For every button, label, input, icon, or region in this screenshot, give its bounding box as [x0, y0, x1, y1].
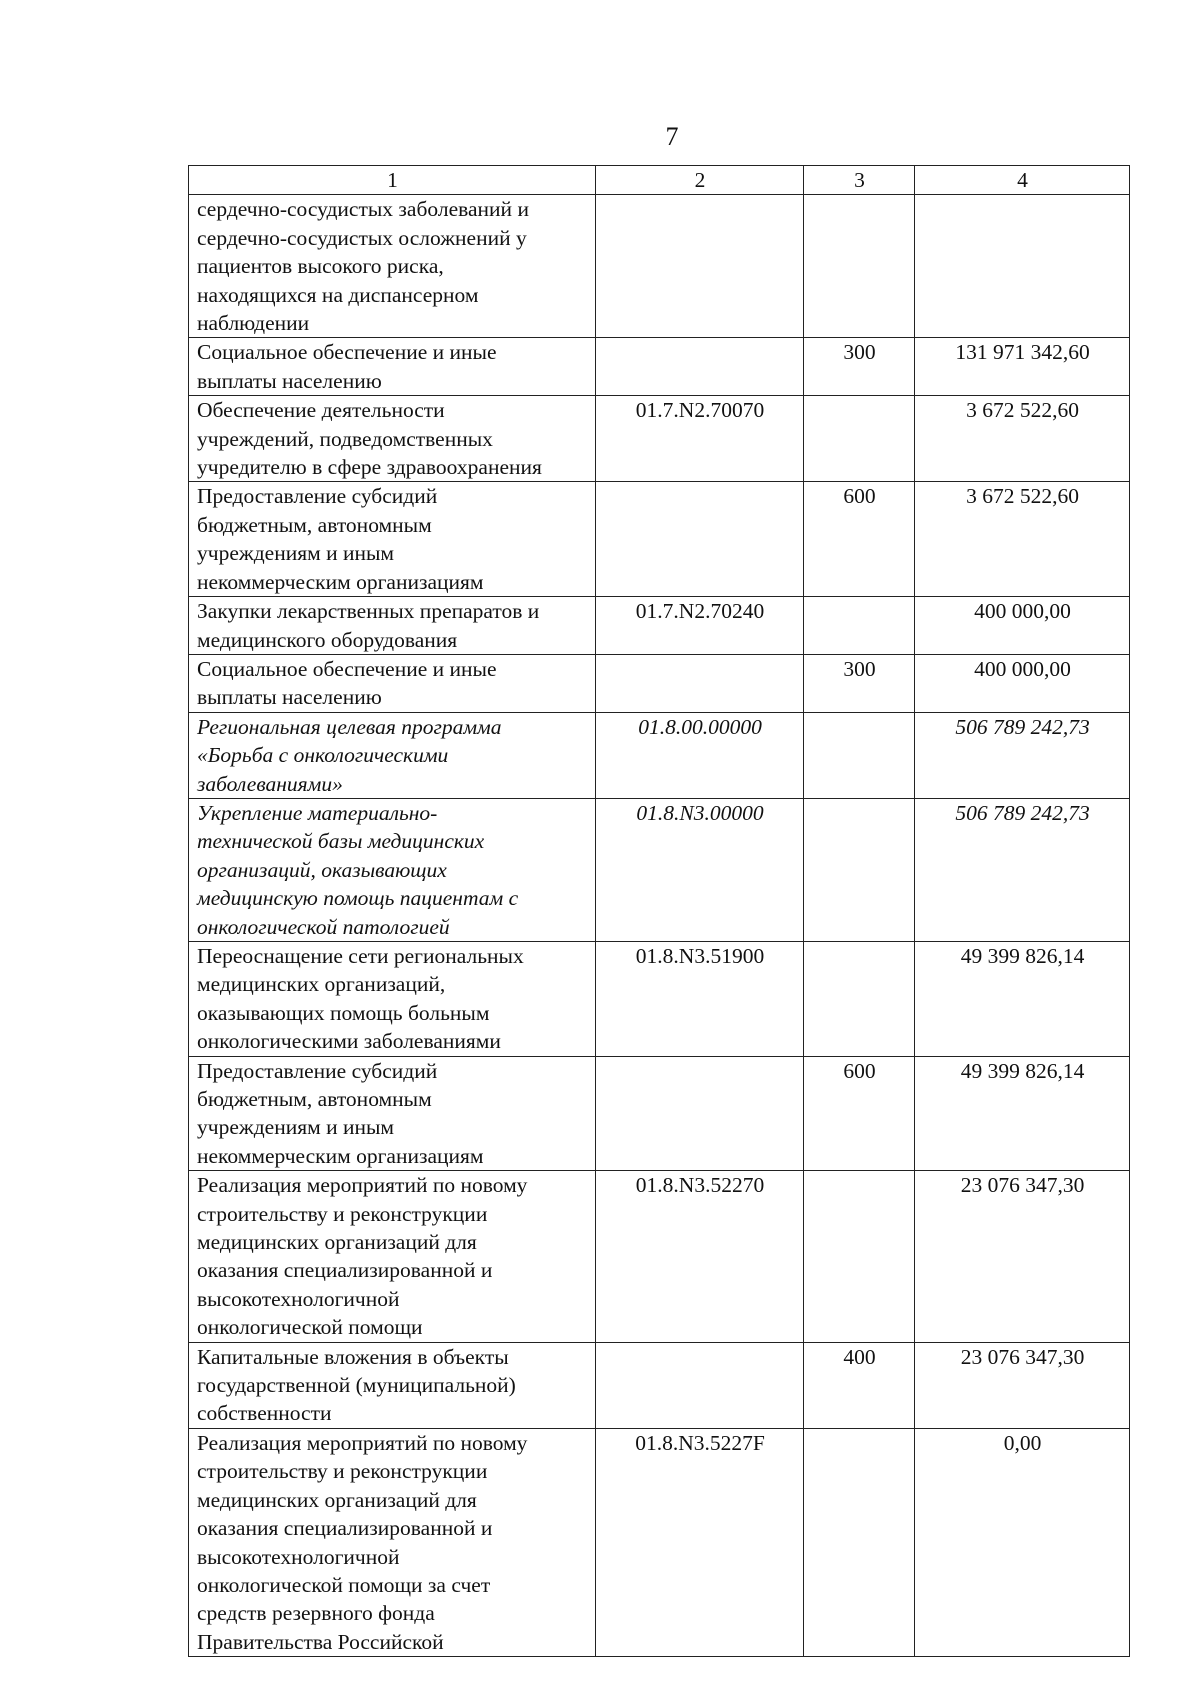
row-code-cell	[596, 338, 804, 396]
row-expense-type-cell	[804, 597, 915, 655]
table-row	[189, 338, 1130, 396]
row-name-line: онкологической патологией	[197, 914, 450, 939]
row-code-cell	[596, 654, 804, 712]
table-row	[189, 798, 1130, 941]
row-code-cell	[596, 1342, 804, 1428]
row-expense-type-cell	[804, 798, 915, 941]
row-code-cell: 01.7.N2.70070	[596, 396, 804, 482]
row-name-line: некоммерческим организациям	[197, 569, 484, 594]
row-code-cell: 01.8.00.00000	[596, 712, 804, 798]
row-name-line: онкологическими заболеваниями	[197, 1029, 501, 1054]
column-header-2: 2	[596, 166, 804, 195]
row-name-line: оказания специализированной и	[197, 1258, 493, 1283]
row-name-line: бюджетным, автономным	[197, 512, 432, 537]
row-name-line: Обеспечение деятельности	[197, 398, 445, 423]
row-amount-cell: 23 076 347,30	[915, 1342, 1130, 1428]
row-name-line: заболеваниями»	[197, 771, 343, 796]
row-amount-cell	[915, 195, 1130, 338]
row-name-line: строительству и реконструкции	[197, 1201, 488, 1226]
row-name-line: онкологической помощи за счет	[197, 1572, 491, 1597]
row-name-cell	[189, 1056, 596, 1171]
table-row	[189, 1342, 1130, 1428]
row-name-line: организаций, оказывающих	[197, 857, 447, 882]
row-amount-cell: 506 789 242,73	[915, 798, 1130, 941]
row-name-line: Социальное обеспечение и иные	[197, 340, 497, 365]
row-name-cell	[189, 941, 596, 1056]
row-amount-cell: 400 000,00	[915, 597, 1130, 655]
row-code-cell: 01.8.N3.00000	[596, 798, 804, 941]
row-name-line: строительству и реконструкции	[197, 1459, 488, 1484]
row-name-line: бюджетным, автономным	[197, 1087, 432, 1111]
row-amount-cell: 23 076 347,30	[915, 1171, 1130, 1342]
table-row	[189, 195, 1130, 338]
column-header-4: 4	[915, 166, 1130, 195]
row-name-line: государственной (муниципальной)	[197, 1373, 516, 1398]
row-name-line: Переоснащение сети региональных	[197, 943, 524, 968]
row-amount-cell: 131 971 342,60	[915, 338, 1130, 396]
table-row	[189, 654, 1130, 712]
row-name-line: технической базы медицинских	[197, 829, 485, 854]
table-header-row	[189, 166, 1130, 195]
row-name-line: медицинских организаций для	[197, 1230, 477, 1255]
row-amount-cell: 0,00	[915, 1428, 1130, 1656]
table-row	[189, 712, 1130, 798]
row-expense-type-cell: 600	[804, 1056, 915, 1171]
table-row	[189, 396, 1130, 482]
row-expense-type-cell: 600	[804, 482, 915, 597]
row-name-cell	[189, 1428, 596, 1656]
row-name-line: Социальное обеспечение и иные	[197, 656, 497, 681]
table-row	[189, 1171, 1130, 1342]
row-expense-type-cell	[804, 1171, 915, 1342]
row-name-line: собственности	[197, 1401, 332, 1426]
row-name-cell	[189, 1171, 596, 1342]
table-body	[189, 195, 1130, 1657]
row-name-line: некоммерческим организациям	[197, 1143, 484, 1168]
row-name-line: Укрепление материально-	[197, 800, 438, 825]
table-row	[189, 597, 1130, 655]
row-amount-cell: 506 789 242,73	[915, 712, 1130, 798]
row-code-cell	[596, 482, 804, 597]
row-amount-cell: 49 399 826,14	[915, 1056, 1130, 1171]
table-row	[189, 1428, 1130, 1656]
row-name-line: Реализация мероприятий по новому	[197, 1173, 528, 1198]
row-name-cell	[189, 798, 596, 941]
row-name-cell	[189, 338, 596, 396]
row-name-line: сердечно-сосудистых заболеваний и	[197, 197, 529, 222]
row-name-line: «Борьба с онкологическими	[197, 743, 449, 768]
row-expense-type-cell: 300	[804, 654, 915, 712]
row-name-line: медицинских организаций для	[197, 1487, 477, 1512]
row-code-cell: 01.8.N3.51900	[596, 941, 804, 1056]
row-name-cell	[189, 396, 596, 482]
row-name-line: оказания специализированной и	[197, 1516, 493, 1541]
row-amount-cell: 400 000,00	[915, 654, 1130, 712]
row-expense-type-cell: 400	[804, 1342, 915, 1428]
row-name-line: сердечно-сосудистых осложнений у	[197, 225, 527, 250]
row-name-line: учреждениям и иным	[197, 541, 395, 566]
row-name-line: Капитальные вложения в объекты	[197, 1344, 509, 1369]
row-name-line: находящихся на диспансерном	[197, 282, 479, 307]
row-name-line: наблюдении	[197, 311, 310, 336]
row-amount-cell: 49 399 826,14	[915, 941, 1130, 1056]
row-name-line: медицинского оборудования	[197, 627, 458, 652]
row-amount-cell: 3 672 522,60	[915, 482, 1130, 597]
row-code-cell: 01.8.N3.5227F	[596, 1428, 804, 1656]
row-expense-type-cell	[804, 941, 915, 1056]
budget-table	[188, 165, 1130, 1657]
row-name-line: оказывающих помощь больным	[197, 1000, 490, 1025]
row-name-line: средств резервного фонда	[197, 1601, 435, 1626]
row-code-cell	[596, 1056, 804, 1171]
row-name-line: высокотехнологичной	[197, 1544, 400, 1569]
row-name-line: учреждениям и иным	[197, 1115, 395, 1140]
row-amount-cell: 3 672 522,60	[915, 396, 1130, 482]
row-name-cell	[189, 1342, 596, 1428]
table-row	[189, 1056, 1130, 1171]
row-name-line: онкологической помощи	[197, 1315, 423, 1340]
row-name-cell	[189, 597, 596, 655]
row-expense-type-cell	[804, 1428, 915, 1656]
row-name-line: выплаты населению	[197, 368, 382, 393]
row-name-line: учредителю в сфере здравоохранения	[197, 455, 542, 480]
row-name-line: пациентов высокого риска,	[197, 254, 444, 279]
row-code-cell: 01.8.N3.52270	[596, 1171, 804, 1342]
table-row	[189, 482, 1130, 597]
row-name-cell	[189, 482, 596, 597]
row-name-line: выплаты населению	[197, 685, 382, 710]
row-name-line: учреждений, подведомственных	[197, 426, 493, 451]
row-name-line: медицинскую помощь пациентам с	[197, 886, 519, 911]
row-expense-type-cell: 300	[804, 338, 915, 396]
row-name-line: медицинских организаций,	[197, 972, 446, 997]
row-name-line: Предоставление субсидий	[197, 484, 438, 509]
table-row	[189, 941, 1130, 1056]
row-code-cell	[596, 195, 804, 338]
column-header-3: 3	[804, 166, 915, 195]
row-name-line: Предоставление субсидий	[197, 1058, 438, 1083]
row-name-cell	[189, 712, 596, 798]
column-header-1: 1	[189, 166, 596, 195]
row-code-cell: 01.7.N2.70240	[596, 597, 804, 655]
row-name-line: Правительства Российской	[197, 1629, 444, 1654]
row-name-line: высокотехнологичной	[197, 1286, 400, 1311]
row-name-cell	[189, 195, 596, 338]
page-number: 7	[665, 122, 679, 151]
row-name-line: Реализация мероприятий по новому	[197, 1430, 528, 1455]
row-expense-type-cell	[804, 396, 915, 482]
row-name-cell	[189, 654, 596, 712]
row-name-line: Закупки лекарственных препаратов и	[197, 599, 540, 624]
row-expense-type-cell	[804, 195, 915, 338]
row-expense-type-cell	[804, 712, 915, 798]
row-name-line: Региональная целевая программа	[197, 714, 502, 739]
